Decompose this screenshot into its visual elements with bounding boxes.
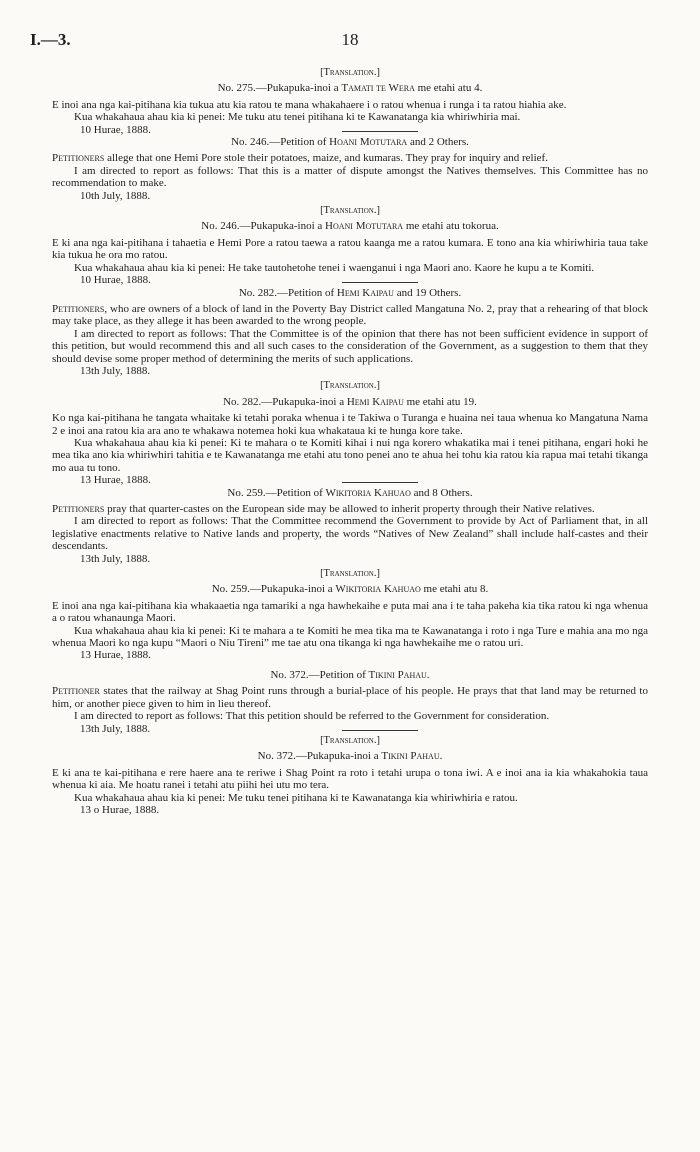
report-date: 10th July, 1888. <box>80 189 151 202</box>
petition-paragraph <box>52 303 648 328</box>
spacer <box>52 662 648 666</box>
petition-title <box>52 396 648 408</box>
title-text: No. 246.—Pukapuka-inoi a <box>201 220 326 233</box>
title-text: . <box>426 668 430 681</box>
petitioner-name: Tikini Pahau <box>368 668 427 681</box>
paragraph-text: pray that quarter-castes on the European side may be allowed to inherit property through their Native relatives. <box>104 503 595 515</box>
report-paragraph: Kua whakahaua ahau kia ki penei: He take tautohetohe tenei i waenganui i nga Maori ano. Kaore he kupu a te Komiti. <box>74 261 595 274</box>
translation-tag: [Translation.] <box>320 568 380 580</box>
report-date: 13th July, 1888. <box>80 722 151 735</box>
petition-title <box>52 583 648 595</box>
title-text: No. 259.—Pukapuka-inoi a <box>211 583 336 596</box>
section-divider <box>342 131 418 132</box>
report-date: 13th July, 1888. <box>80 364 151 377</box>
title-text: No. 259.—Petition of <box>227 486 326 499</box>
report-date: 13 Hurae, 1888. <box>80 649 151 662</box>
title-text: No. 282.—Petition of <box>238 286 337 299</box>
petitioner-name: Hoani Motutara <box>325 220 404 233</box>
petitioners-lead: Petitioner <box>52 685 100 698</box>
report-paragraph: Kua whakahaua ahau kia ki penei: Me tuku atu tenei pitihana ki te Kawanatanga kia whiriwhiria mai. <box>74 111 521 124</box>
report-paragraph: Kua whakahaua ahau kia ki penei: Ki te mahara a te Komiti he mea tika ma te Kawanatanga i roto i nga Ture e mahia ana mo nga whenua Maori ko nga kupu “Maori o Niu Tireni” me tae atu ona tikanga ki nga hawhekaihe me o ratou uri. <box>52 624 648 650</box>
title-text: and 8 Others. <box>410 486 473 499</box>
title-text: No. 282.—Pukapuka-inoi a <box>223 395 347 408</box>
petition-paragraph: E inoi ana nga kai-pitihana kia tukua atu kia ratou te mana whakahaere i o ratou whenua i runga i ta ratou hiahia ake. <box>52 98 567 111</box>
title-text: me etahi atu 19. <box>403 395 477 408</box>
section-divider <box>342 282 418 283</box>
petition-title <box>52 669 648 681</box>
petition-paragraph: Ko nga kai-pitihana he tangata whaitake ki tetahi poraka whenua i te Takiwa o Turanga e huaina nei taua whenua ko Mangatuna Nama 2 e inoi ana ratou kia ara ano te whakawa notemea hoki kua whakataua ki te hunga kore take. <box>52 412 648 437</box>
report-date: 13 o Hurae, 1888. <box>80 803 160 816</box>
title-text: me etahi atu tokorua. <box>403 220 499 233</box>
petition-title <box>52 82 648 94</box>
petition-title <box>52 487 648 499</box>
report-paragraph: Kua whakahaua ahau kia ki penei: Me tuku tenei pitihana ki te Kawanatanga kia whiriwhiria e ratou. <box>74 791 518 804</box>
title-text: No. 246.—Petition of <box>231 136 330 149</box>
title-text: me etahi atu 8. <box>420 583 489 596</box>
report-paragraph: I am directed to report as follows: That the Committee recommend the Government to provide by Act of Parliament that, in all legislative enactments relative to Native lands and property, the words “Natives of New Zealand” shall include half-castes and their descendants. <box>52 515 648 553</box>
title-text: and 2 Others. <box>407 136 469 149</box>
report-paragraph: I am directed to report as follows: That the Committee is of the opinion that there has not been sufficient evidence in support of this petition, but would recommend this and all such cases to the consideration of the Government, as a suggestion to them that they should devise some proper method of determining the merits of such applications. <box>52 327 648 365</box>
paragraph-text: states that the railway at Shag Point runs through a burial-place of his people. He prays that that land may be returned to him, or another piece given to him in lieu thereof. <box>52 685 648 710</box>
title-text: me etahi atu 4. <box>414 82 483 95</box>
report-date: 10 Hurae, 1888. <box>80 274 151 287</box>
report-paragraph: Kua whakahaua ahau kia ki penei: Ki te mahara o te Komiti kihai i nui nga korero whakatika mai i tenei pitihana, engari hoki he mea tika ano kia whiriwhiri tahitia e te Kawanatanga me etahi atu tono penei ano te ahua hei tohu kia ratou kia rapua mai tetahi tikanga mo aua tu tono. <box>52 436 648 474</box>
petitioners-lead: Petitioners <box>52 302 105 315</box>
page-header <box>0 30 700 54</box>
report-paragraph: I am directed to report as follows: That this petition should be referred to the Government for consideration. <box>74 710 550 723</box>
petitioner-name: Tikini Pahau <box>381 750 440 763</box>
section-divider <box>342 730 418 731</box>
paragraph-text: , who are owners of a block of land in the Poverty Bay District called Mangatuna No. 2, pray that a rehearing of that block may take place, as they allege it has been awarded to the wrong people. <box>52 302 648 328</box>
paragraph-text: allege that one Hemi Pore stole their potatoes, maize, and kumaras. They pray for inquiry and relief. <box>104 152 548 165</box>
petitioners-lead: Petitioners <box>52 152 105 165</box>
translation-tag: [Translation.] <box>320 67 380 78</box>
petitioner-name: Hemi Kaipau <box>336 286 394 299</box>
petitioner-name: Hemi Kaipau <box>346 395 404 408</box>
report-date: 13 Hurae, 1888. <box>80 474 151 487</box>
petition-paragraph <box>52 503 648 515</box>
translation-tag: [Translation.] <box>320 734 380 746</box>
petitioners-lead: Petitioners <box>52 503 105 515</box>
petition-paragraph <box>52 152 648 164</box>
title-text: and 19 Others. <box>393 286 462 299</box>
report-paragraph: I am directed to report as follows: That this is a matter of dispute amongst the Natives themselves. This Committee has no recommendation to make. <box>52 164 648 190</box>
title-text: No. 372.—Pukapuka-inoi a <box>257 750 382 763</box>
title-text: . <box>439 750 443 763</box>
report-date: 13th July, 1888. <box>80 552 151 565</box>
title-text: No. 372.—Petition of <box>270 668 369 681</box>
petitioner-name: Wikitoria Kahuao <box>335 583 421 596</box>
petition-title <box>52 220 648 232</box>
petition-paragraph: E ki ana te kai-pitihana e rere haere ana te reriwe i Shag Point ra roto i tetahi urupa o tona iwi. A e inoi ana ia kia whakahokia taua whenua ki aia. Me hoatu ranei i tetahi atu piihi hei utu mo tera. <box>52 766 648 792</box>
petition-title <box>52 750 648 762</box>
translation-tag: [Translation.] <box>320 380 380 392</box>
document-body <box>52 64 648 816</box>
petition-paragraph: E ki ana nga kai-pitihana i tahaetia e Hemi Pore a ratou taewa a ratou kaanga me a ratou kumara. E tono ana kia whiriwhiria taua take kia tukua he ora mo ratou. <box>52 236 648 262</box>
petition-paragraph <box>52 685 648 710</box>
translation-tag: [Translation.] <box>320 205 380 217</box>
petitioner-name: Hoani Motutara <box>329 136 408 149</box>
title-text: No. 275.—Pukapuka-inoi a <box>217 82 342 95</box>
page-number: 18 <box>341 30 359 49</box>
parliamentary-reference: I.—3. <box>30 30 71 49</box>
petition-paragraph: E inoi ana nga kai-pitihana kia whakaaetia nga tamariki a nga hawhekaihe e puta mai ana i te taha pakeha kia tika ratou ki nga whenua a o ratou whanaunga Maori. <box>52 599 648 625</box>
report-date: 10 Hurae, 1888. <box>80 123 151 136</box>
petitioner-name: Wikitoria Kahuao <box>325 486 411 499</box>
petition-title <box>52 136 648 148</box>
section-divider <box>342 482 418 483</box>
petition-title <box>52 287 648 299</box>
petitioner-name: Tamati te Wera <box>341 82 415 95</box>
